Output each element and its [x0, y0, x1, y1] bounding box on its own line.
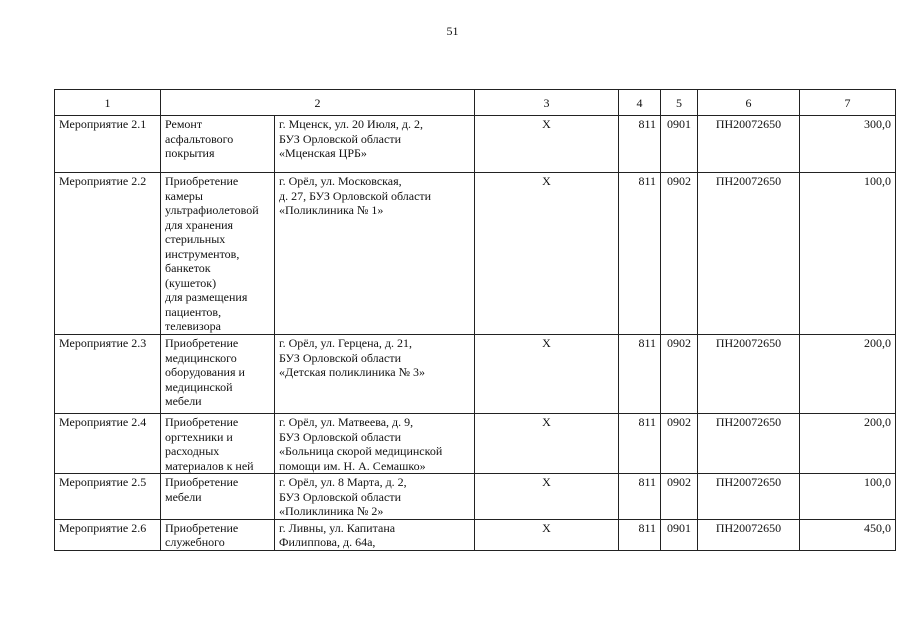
measure-cell: Мероприятие 2.4	[55, 414, 161, 474]
col3-cell: Х	[475, 116, 619, 173]
col5-cell: 0901	[661, 116, 698, 173]
col7-cell: 300,0	[800, 116, 896, 173]
col3-cell: Х	[475, 474, 619, 520]
header-col-4: 4	[619, 90, 661, 116]
header-col-1: 1	[55, 90, 161, 116]
col3-cell: Х	[475, 335, 619, 414]
measure-cell: Мероприятие 2.5	[55, 474, 161, 520]
col5-cell: 0901	[661, 519, 698, 550]
description-cell: Приобретение служебного	[161, 519, 275, 550]
col7-cell: 200,0	[800, 414, 896, 474]
measure-cell: Мероприятие 2.3	[55, 335, 161, 414]
page-number: 51	[446, 24, 459, 38]
description-cell: Ремонт асфальтового покрытия	[161, 116, 275, 173]
col5-cell: 0902	[661, 173, 698, 335]
table-row	[55, 335, 896, 414]
address-cell: г. Орёл, ул. Матвеева, д. 9, БУЗ Орловской области «Больница скорой медицинской помощи им. Н. А. Семашко»	[275, 414, 475, 474]
budget-table	[54, 89, 896, 551]
col6-cell: ПН20072650	[698, 474, 800, 520]
col6-cell: ПН20072650	[698, 414, 800, 474]
table-header-row	[55, 90, 896, 116]
col7-cell: 100,0	[800, 173, 896, 335]
table-row	[55, 116, 896, 173]
col5-cell: 0902	[661, 335, 698, 414]
col4-cell: 811	[619, 414, 661, 474]
col3-cell: Х	[475, 173, 619, 335]
col4-cell: 811	[619, 335, 661, 414]
table-row	[55, 519, 896, 550]
measure-cell: Мероприятие 2.1	[55, 116, 161, 173]
header-col-2: 2	[161, 90, 475, 116]
col6-cell: ПН20072650	[698, 173, 800, 335]
col7-cell: 200,0	[800, 335, 896, 414]
address-cell: г. Орёл, ул. Московская, д. 27, БУЗ Орловской области «Поликлиника № 1»	[275, 173, 475, 335]
table-row	[55, 173, 896, 335]
description-cell: Приобретение медицинского оборудования и медицинской мебели	[161, 335, 275, 414]
header-col-6: 6	[698, 90, 800, 116]
col7-cell: 450,0	[800, 519, 896, 550]
description-cell: Приобретение оргтехники и расходных материалов к ней	[161, 414, 275, 474]
address-cell: г. Орёл, ул. 8 Марта, д. 2, БУЗ Орловской области «Поликлиника № 2»	[275, 474, 475, 520]
description-cell: Приобретение камеры ультрафиолетовой для хранения стерильных инструментов, банкеток (кушеток) для размещения пациентов, телевизора	[161, 173, 275, 335]
col4-cell: 811	[619, 519, 661, 550]
col6-cell: ПН20072650	[698, 116, 800, 173]
col5-cell: 0902	[661, 474, 698, 520]
col4-cell: 811	[619, 116, 661, 173]
header-col-7: 7	[800, 90, 896, 116]
header-col-3: 3	[475, 90, 619, 116]
address-cell: г. Мценск, ул. 20 Июля, д. 2, БУЗ Орловской области «Мценская ЦРБ»	[275, 116, 475, 173]
col3-cell: Х	[475, 414, 619, 474]
col7-cell: 100,0	[800, 474, 896, 520]
address-cell: г. Ливны, ул. Капитана Филиппова, д. 64а,	[275, 519, 475, 550]
measure-cell: Мероприятие 2.2	[55, 173, 161, 335]
col4-cell: 811	[619, 474, 661, 520]
table-row	[55, 474, 896, 520]
col6-cell: ПН20072650	[698, 519, 800, 550]
address-cell: г. Орёл, ул. Герцена, д. 21, БУЗ Орловской области «Детская поликлиника № 3»	[275, 335, 475, 414]
measure-cell: Мероприятие 2.6	[55, 519, 161, 550]
col3-cell: Х	[475, 519, 619, 550]
col4-cell: 811	[619, 173, 661, 335]
header-col-5: 5	[661, 90, 698, 116]
col6-cell: ПН20072650	[698, 335, 800, 414]
col5-cell: 0902	[661, 414, 698, 474]
table-row	[55, 414, 896, 474]
description-cell: Приобретение мебели	[161, 474, 275, 520]
